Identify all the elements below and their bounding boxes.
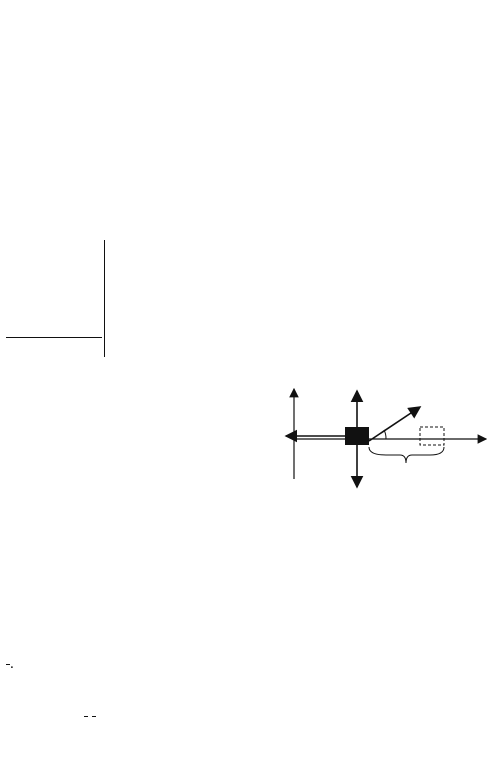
displacement-brace bbox=[369, 447, 444, 463]
fraction-tension-numerator bbox=[6, 664, 10, 665]
load-block bbox=[345, 427, 369, 445]
angle-arc bbox=[384, 430, 386, 439]
load-block-final bbox=[420, 427, 444, 445]
fraction-work-2-numerator bbox=[92, 716, 96, 717]
equation-work bbox=[84, 706, 96, 725]
fraction-tension bbox=[6, 664, 10, 665]
given-vertical-rule bbox=[104, 240, 105, 357]
equation-tension: . bbox=[6, 654, 14, 673]
fraction-work-1-numerator bbox=[84, 716, 88, 717]
figure-forces-diagram bbox=[272, 383, 492, 495]
fraction-work-2 bbox=[92, 716, 96, 717]
fraction-work-1 bbox=[84, 716, 88, 717]
given-divider bbox=[6, 337, 102, 338]
tension-arrow bbox=[369, 407, 420, 441]
